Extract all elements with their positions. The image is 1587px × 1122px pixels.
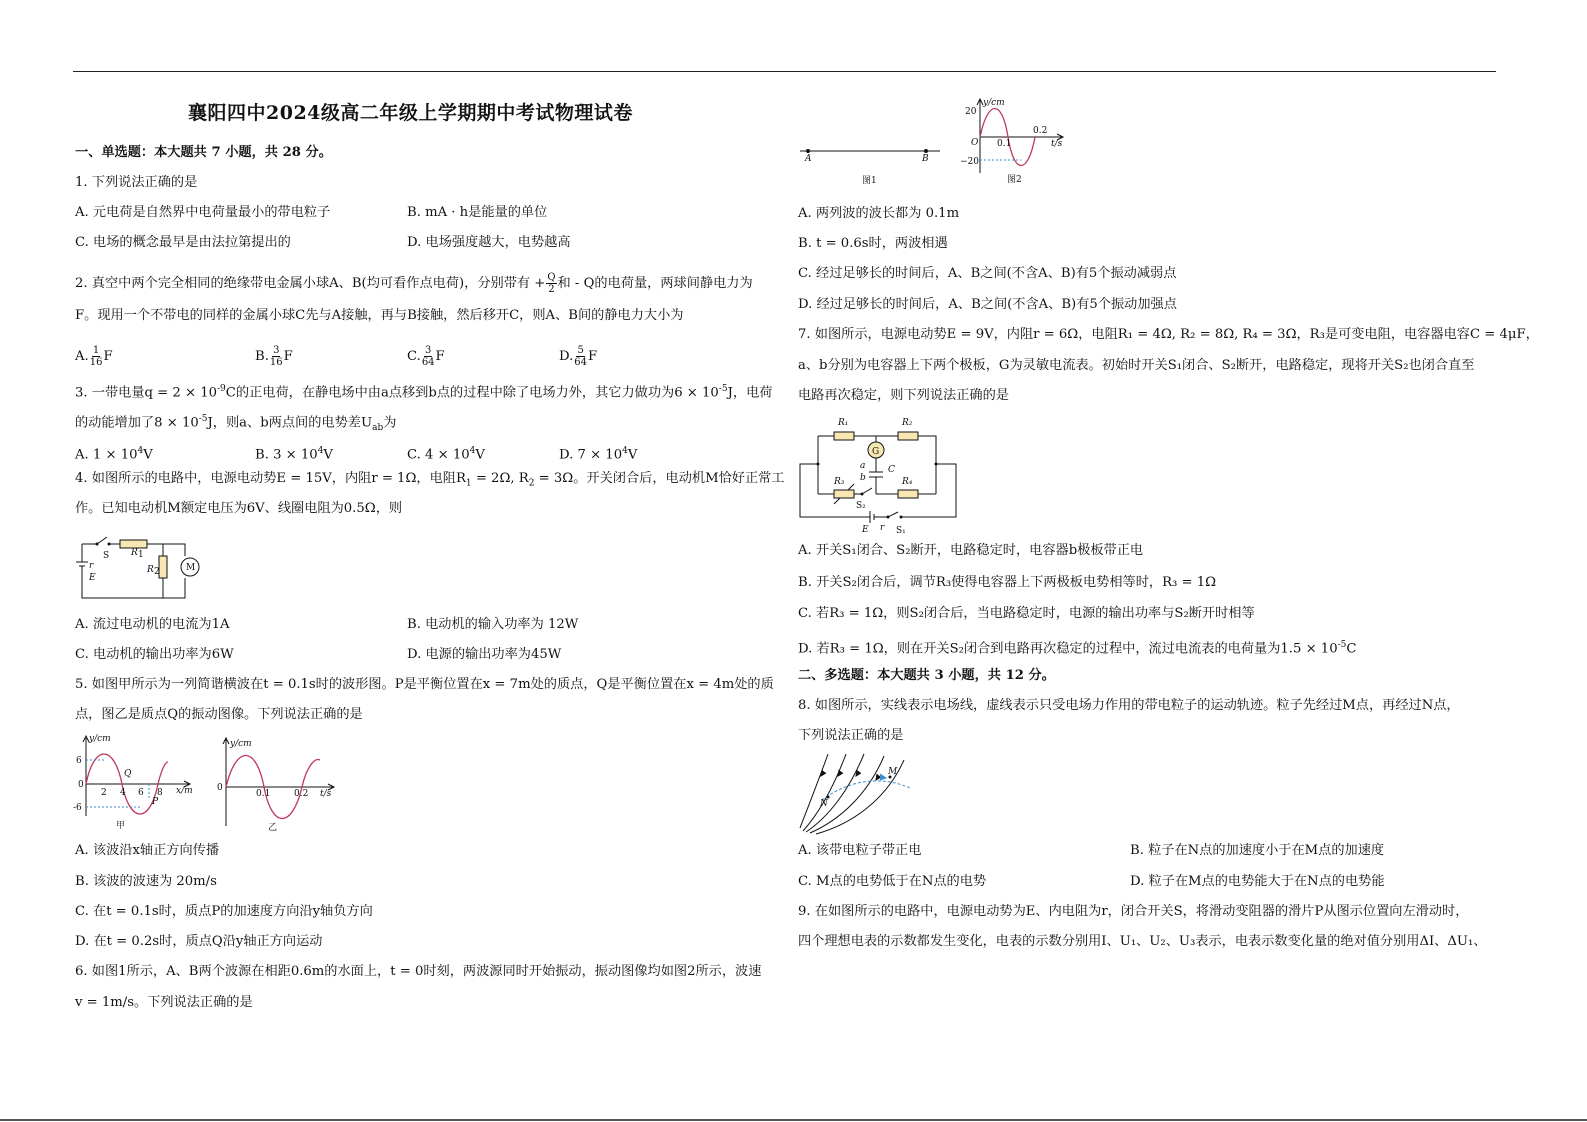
q3-b-unit: V	[323, 447, 333, 463]
q5-option-d: D. 在t = 0.2s时，质点Q沿y轴正方向运动	[75, 934, 323, 949]
q5-f1-p: P	[152, 797, 159, 807]
q4-l1sub2: 2	[528, 478, 535, 489]
q5-f1-x6: 6	[138, 788, 144, 798]
footer-rule	[0, 1119, 1587, 1121]
q1-stem: 1. 下列说法正确的是	[75, 175, 198, 190]
q2-option-d	[559, 345, 597, 368]
section-multi-choice: 二、多选题：本大题共 3 小题，共 12 分。	[798, 668, 1055, 683]
q5-vibration-figure	[212, 732, 342, 832]
q3-a-sup: 4	[137, 446, 144, 456]
q7-fig-r4: R₄	[902, 477, 913, 487]
q7-option-b: B. 开关S₂闭合后，调节R₃使得电容器上下两极板电势相等时，R₃ = 1Ω	[798, 575, 1217, 590]
q7-fig-b: b	[860, 473, 866, 483]
q8-option-b: B. 粒子在N点的加速度小于在M点的加速度	[1130, 843, 1385, 858]
q4-fig-e: E	[89, 573, 96, 583]
q6-figure-2	[955, 95, 1070, 187]
q2-d-frac	[574, 345, 587, 368]
q2-a-num: 1	[92, 345, 100, 356]
q2-option-c	[407, 345, 445, 368]
q2-d-unit: F	[588, 349, 598, 364]
q7-fig-s1: S₁	[896, 526, 906, 536]
q7-d-sup: -5	[1337, 640, 1347, 650]
q2-a-unit: F	[103, 349, 113, 364]
q4-fig-r2-sub: 2	[154, 567, 160, 577]
q3-l2b: 8 × 10	[154, 415, 199, 431]
q8-option-d: D. 粒子在M点的电势能大于在N点的电势能	[1130, 874, 1385, 889]
q3-a-unit: V	[143, 447, 153, 463]
q1-option-a: A. 元电荷是自然界中电荷量最小的带电粒子	[75, 205, 331, 220]
q7-fig-r: r	[880, 523, 885, 533]
q6-stem-line1: 6. 如图1所示，A、B两个波源在相距0.6m的水面上，t = 0时刻，两波源同时开始振动，振动图像均如图2所示，波速	[75, 964, 762, 979]
q3-b-sup: 4	[317, 446, 324, 456]
q7-fig-c: C	[888, 465, 895, 475]
q3-stem-line2	[75, 411, 396, 436]
q3-l1d: 6 × 10	[674, 385, 719, 401]
q3-l1b: q = 2 × 10	[144, 385, 218, 401]
q2-a-den: 16	[89, 357, 103, 368]
q3-c-text: C. 4 × 10	[407, 447, 470, 463]
q3-b-text: B. 3 × 10	[255, 447, 318, 463]
q5-option-c: C. 在t = 0.1s时，质点P的加速度方向沿y轴负方向	[75, 904, 373, 919]
q7-d-text: D. 若R₃ = 1Ω，则在开关S₂闭合到电路再次稳定的过程中，流过电流表的电荷量为	[798, 641, 1281, 657]
q2-stem-part2: 和 - Q的电荷量，两球间静电力为	[557, 276, 753, 291]
q4-stem-line1	[75, 471, 785, 492]
q2-a-label: A.	[75, 349, 89, 364]
q4-fig-r2: R	[147, 565, 154, 575]
q1-option-d: D. 电场强度越大，电势越高	[407, 235, 571, 250]
q4-l1b: = 2Ω, R	[471, 471, 529, 486]
q4-fig-s: S	[103, 551, 110, 561]
q2-option-b	[255, 345, 293, 368]
q4-option-b: B. 电动机的输入功率为 12W	[407, 617, 579, 632]
q8-option-c: C. M点的电势低于在N点的电势	[798, 874, 987, 889]
q5-f2-x1: 0.1	[256, 789, 271, 799]
q4-circuit-figure	[75, 530, 205, 602]
q3-l2sub: ab	[372, 423, 384, 434]
q3-stem-line1	[75, 381, 772, 401]
q4-l1c: = 3Ω。开关闭合后，电动机M恰好正常工	[534, 471, 785, 486]
header-rule	[73, 71, 1496, 72]
q2-d-num: 5	[577, 345, 584, 356]
q7-fig-e: E	[862, 525, 869, 535]
q6-f2-caption: 图2	[1007, 175, 1022, 185]
q8-stem-line2: 下列说法正确的是	[798, 728, 904, 743]
q4-fig-r: r	[89, 561, 94, 571]
q2-b-den: 16	[269, 357, 283, 368]
q5-f2-xlabel: t/s	[320, 789, 332, 799]
q2-c-den: 64	[421, 357, 435, 368]
q7-fig-r1: R₁	[838, 418, 849, 428]
q5-f1-q: Q	[124, 769, 132, 779]
q2-d-label: D.	[559, 349, 574, 364]
section-single-choice: 一、单选题：本大题共 7 小题，共 28 分。	[75, 145, 332, 160]
q9-stem-line1: 9. 在如图所示的电路中，电源电动势为E、内电阻为r，闭合开关S，将滑动变阻器的滑片P从图示位置向左滑动时，	[798, 904, 1469, 919]
q5-f1-y6: 6	[76, 756, 82, 766]
q6-f2-o: O	[971, 138, 979, 148]
q4-l1: 4. 如图所示的电路中，电源电动势E = 15V，内阻r = 1Ω，电阻R	[75, 471, 466, 486]
q2-c-label: C.	[407, 349, 421, 364]
q5-f1-x8: 8	[157, 788, 163, 798]
q6-f1-a: A	[805, 154, 812, 164]
q3-l1sup: -9	[217, 384, 226, 394]
q7-option-d	[798, 637, 1356, 657]
q5-option-b: B. 该波的波速为 20m/s	[75, 874, 217, 889]
q6-f1-caption: 图1	[862, 176, 877, 186]
q3-l2c: J，则a、b两点间的电势差U	[207, 415, 373, 431]
q4-option-d: D. 电源的输出功率为45W	[407, 647, 562, 662]
q3-l1sup2: -5	[718, 384, 728, 394]
q7-option-a: A. 开关S₁闭合、S₂断开，电路稳定时，电容器b极板带正电	[798, 543, 1144, 558]
q1-option-b: B. mA · h是能量的单位	[407, 205, 548, 220]
q3-l1e: J，电荷	[727, 385, 773, 401]
q5-option-a: A. 该波沿x轴正方向传播	[75, 843, 220, 858]
q3-a-text: A. 1 × 10	[75, 447, 138, 463]
q5-wave-figure	[72, 732, 202, 832]
q6-f1-b: B	[922, 154, 929, 164]
q8-fig-m: M	[888, 767, 898, 777]
q5-f1-ylabel: y/cm	[89, 734, 111, 744]
q4-option-a: A. 流过电动机的电流为1A	[75, 617, 230, 632]
q2-fraction-den: 2	[548, 284, 555, 295]
q2-stem-part1: 2. 真空中两个完全相同的绝缘带电金属小球A、B(均可看作点电荷)，分别带有 +	[75, 276, 546, 291]
q5-f1-caption: 甲	[116, 821, 126, 831]
q3-option-d	[559, 443, 637, 463]
q7-stem-line3: 电路再次稳定，则下列说法正确的是	[798, 388, 1009, 403]
q8-option-a: A. 该带电粒子带正电	[798, 843, 922, 858]
q5-stem-line2: 点，图乙是质点Q的振动图像。下列说法正确的是	[75, 707, 363, 722]
q2-fraction-num: Q	[547, 272, 556, 283]
q5-f2-x2: 0.2	[294, 789, 309, 799]
q5-f1-y0: 0	[78, 780, 84, 790]
q6-option-d: D. 经过足够长的时间后，A、B之间(不含A、B)有5个振动加强点	[798, 297, 1177, 312]
q3-l2a: 的动能增加了	[75, 415, 155, 431]
q4-fig-m: M	[186, 563, 196, 573]
q3-option-b	[255, 443, 333, 463]
q3-d-text: D. 7 × 10	[559, 447, 623, 463]
q2-option-a	[75, 345, 113, 368]
q6-f2-yn20: −20	[960, 157, 979, 167]
q7-d-unit: C	[1346, 641, 1357, 657]
q2-b-frac	[270, 345, 283, 368]
q3-d-unit: V	[627, 447, 638, 463]
q3-l2d: 为	[383, 415, 397, 431]
q5-f2-caption: 乙	[268, 823, 278, 833]
q2-b-label: B.	[255, 349, 269, 364]
q5-stem-line1: 5. 如图甲所示为一列简谐横波在t = 0.1s时的波形图。P是平衡位置在x = 7m处的质点，Q是平衡位置在x = 4m处的质	[75, 677, 774, 692]
q3-option-a	[75, 443, 153, 463]
q5-f2-y0: 0	[217, 783, 223, 793]
q2-a-frac	[90, 345, 103, 368]
q7-stem-line1: 7. 如图所示，电源电动势E = 9V，内阻r = 6Ω，电阻R₁ = 4Ω, R₂ = 8Ω, R₄ = 3Ω，R₃是可变电阻，电容器电容C = 4μF，	[798, 327, 1539, 342]
q5-f1-x2: 2	[101, 788, 107, 798]
q5-f1-xlabel: x/m	[176, 786, 193, 796]
q2-c-num: 3	[424, 345, 432, 356]
q6-option-c: C. 经过足够长的时间后，A、B之间(不含A、B)有5个振动减弱点	[798, 266, 1177, 281]
q4-fig-r1-sub: 1	[138, 550, 144, 560]
q2-b-unit: F	[283, 349, 293, 364]
q7-d-num: 1.5 × 10	[1280, 641, 1338, 657]
q2-b-num: 3	[273, 345, 280, 356]
q6-figure-1	[798, 140, 948, 186]
q6-f2-ylabel: y/cm	[983, 98, 1005, 108]
q1-option-c: C. 电场的概念最早是由法拉第提出的	[75, 235, 291, 250]
q4-option-c: C. 电动机的输出功率为6W	[75, 647, 234, 662]
q3-l1c: C的正电荷，在静电场中由a点移到b点的过程中除了电场力外，其它力做功为	[225, 385, 675, 401]
q6-option-b: B. t = 0.6s时，两波相遇	[798, 236, 948, 251]
q7-fig-a: a	[860, 461, 866, 471]
q8-field-figure	[798, 752, 918, 834]
q3-c-sup: 4	[469, 446, 476, 456]
q6-stem-line2: v = 1m/s。下列说法正确的是	[75, 995, 253, 1010]
q5-f2-ylabel: y/cm	[230, 739, 252, 749]
q6-f2-y20: 20	[965, 107, 977, 117]
q5-f1-x4: 4	[120, 788, 126, 798]
q3-l1a: 3. 一带电量	[75, 385, 145, 401]
q6-f2-xlabel: t/s	[1051, 139, 1063, 149]
q2-c-unit: F	[435, 349, 445, 364]
q7-fig-s2: S₂	[856, 501, 866, 511]
q6-f2-x1: 0.1	[997, 139, 1012, 149]
q7-circuit-figure	[798, 412, 963, 537]
q5-f1-yn6: -6	[73, 803, 82, 813]
q3-option-c	[407, 443, 485, 463]
q2-d-den: 64	[574, 357, 588, 368]
q2-stem-line2: F。现用一个不带电的同样的金属小球C先与A接触，再与B接触，然后移开C，则A、B间的静电力大小为	[75, 308, 684, 323]
q2-c-frac	[422, 345, 435, 368]
q7-option-c: C. 若R₃ = 1Ω，则S₂闭合后，当电路稳定时，电源的输出功率与S₂断开时相等	[798, 606, 1255, 621]
q4-stem-line2: 作。已知电动机M额定电压为6V、线圈电阻为0.5Ω，则	[75, 501, 403, 516]
q2-fraction	[546, 272, 556, 295]
q7-fig-r2: R₂	[902, 418, 913, 428]
q7-fig-r3: R₃	[834, 477, 845, 487]
q7-stem-line2: a、b分别为电容器上下两个极板，G为灵敏电流表。初始时开关S₁闭合、S₂断开，电路稳定，现将开关S₂也闭合直至	[798, 358, 1475, 373]
q4-fig-r1: R	[131, 548, 138, 558]
q3-d-sup: 4	[622, 446, 628, 456]
q6-f2-x2: 0.2	[1033, 126, 1048, 136]
q4-l1sub1: 1	[465, 478, 472, 489]
q3-l2sup: -5	[198, 414, 208, 424]
q7-fig-g: G	[872, 447, 880, 457]
q8-stem-line1: 8. 如图所示，实线表示电场线，虚线表示只受电场力作用的带电粒子的运动轨迹。粒子先经过M点，再经过N点，	[798, 698, 1460, 713]
q2-stem-line1	[75, 272, 753, 295]
q6-option-a: A. 两列波的波长都为 0.1m	[798, 206, 960, 221]
page-title: 襄阳四中2024级高二年级上学期期中考试物理试卷	[188, 102, 633, 124]
q3-c-unit: V	[475, 447, 485, 463]
q8-fig-n: N	[820, 799, 828, 809]
q9-stem-line2: 四个理想电表的示数都发生变化，电表的示数分别用I、U₁、U₂、U₃表示，电表示数变化量的绝对值分别用ΔI、ΔU₁、	[798, 934, 1487, 949]
